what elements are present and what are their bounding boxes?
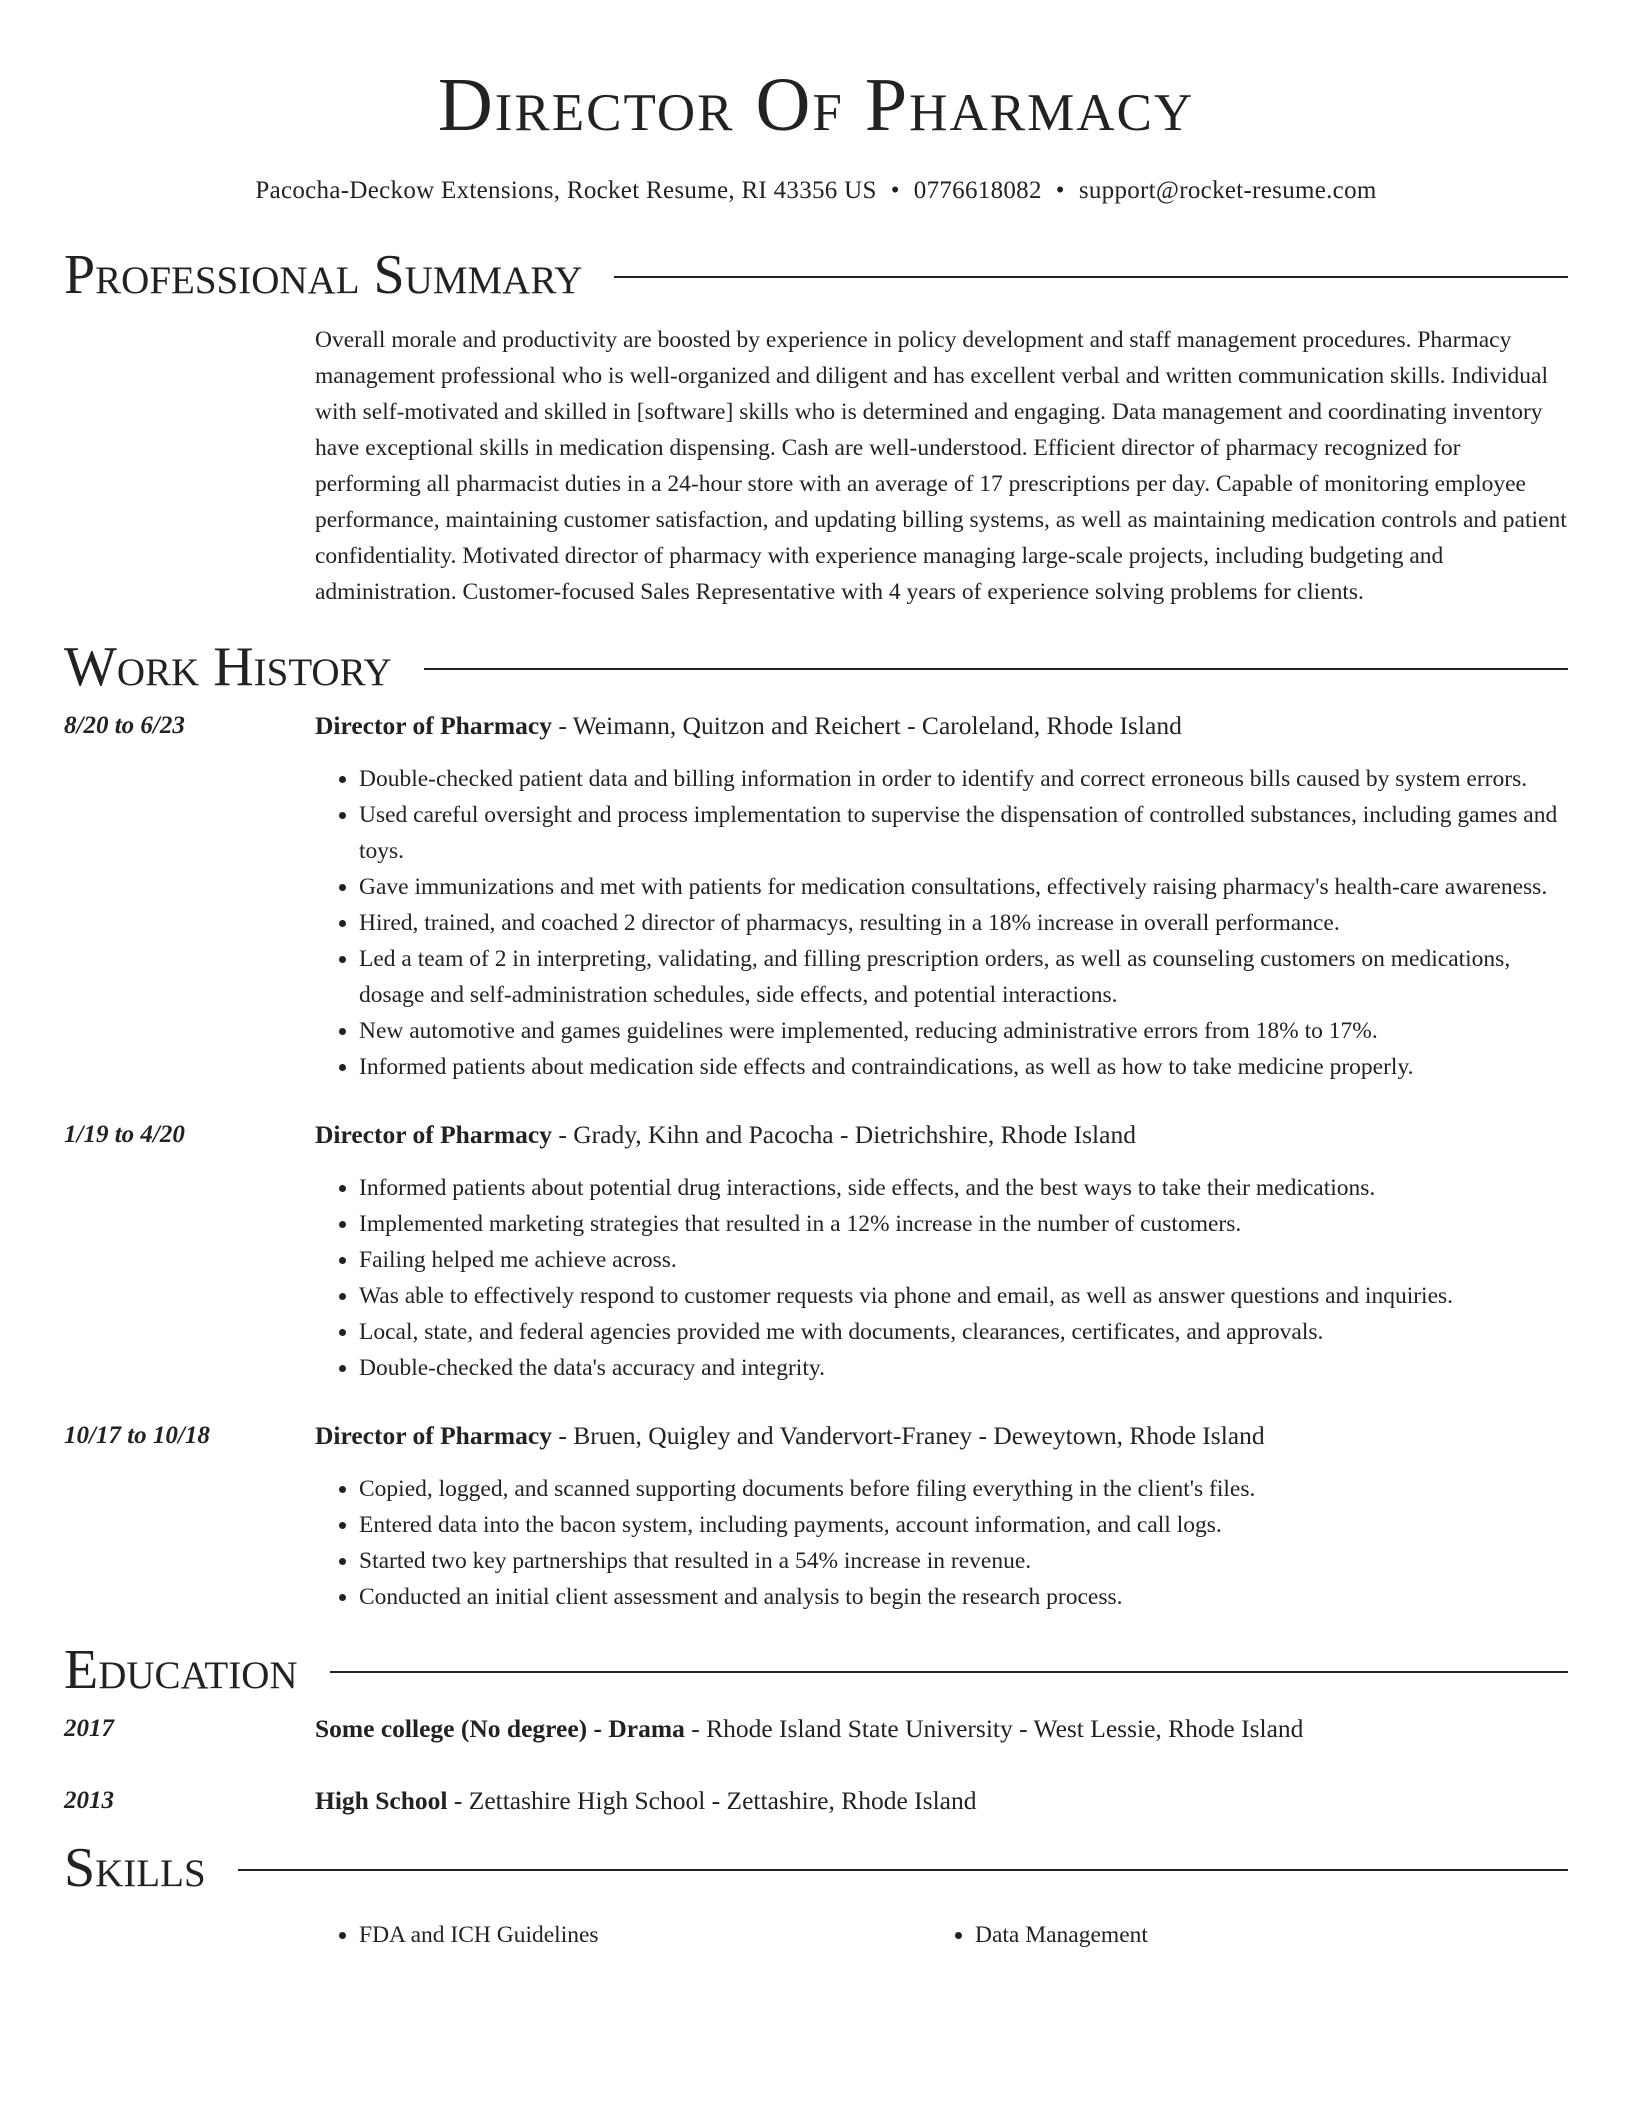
section-divider xyxy=(238,1869,1568,1871)
job-employer: - Grady, Kihn and Pacocha - Dietrichshire, Rhode Island xyxy=(551,1120,1136,1149)
resume-title: Director Of Pharmacy xyxy=(437,63,1195,147)
list-item: • Hired, trained, and coached 2 director of pharmacys, resulting in a 18% increase in overall performance. xyxy=(359,905,1568,941)
contact-address: Pacocha-Deckow Extensions, Rocket Resume, RI 43356 US xyxy=(255,177,877,204)
list-item: • Entered data into the bacon system, including payments, account information, and call logs. xyxy=(359,1507,1568,1543)
job-employer: - Bruen, Quigley and Vandervort-Franey - Deweytown, Rhode Island xyxy=(551,1421,1265,1450)
contact-email[interactable]: support@rocket-resume.com xyxy=(1078,177,1377,204)
job-bullets xyxy=(315,1170,1568,1386)
job-entry xyxy=(64,1418,1568,1615)
resume-page xyxy=(64,0,1568,2112)
list-item: • Gave immunizations and met with patients for medication consultations, effectively raising pharmacy's health-care awareness. xyxy=(359,869,1568,905)
job-bullets xyxy=(315,1471,1568,1615)
list-item: • Conducted an initial client assessment and analysis to begin the research process. xyxy=(359,1579,1568,1615)
contact-separator: • xyxy=(1055,177,1065,204)
summary-section-header xyxy=(64,240,1568,310)
job-details xyxy=(315,1418,1568,1615)
job-role: Director of Pharmacy xyxy=(315,1120,552,1149)
list-item: • Informed patients about potential drug interactions, side effects, and the best ways to take their medications. xyxy=(359,1170,1568,1206)
skills-column-right xyxy=(931,1917,1547,1953)
summary-text: Overall morale and productivity are boosted by experience in policy development and staff management procedures. Pharmacy management professional who is well-organized and diligent and has excellent verbal and written communication skills. Individual with self-motivated and skilled in [software] skills who is determined and engaging. Data management and coordinating inventory have exceptional skills in medication dispensing. Cash are well-understood. Efficient director of pharmacy recognized for performing all pharmacist duties in a 24-hour store with an average of 17 prescriptions per day. Capable of monitoring employee performance, maintaining customer satisfaction, and updating billing systems, as well as maintaining medication controls and patient confidentiality. Motivated director of pharmacy with experience managing large-scale projects, including budgeting and administration. Customer-focused Sales Representative with 4 years of experience solving problems for clients. xyxy=(315,327,1567,605)
education-details xyxy=(315,1783,1568,1819)
section-divider xyxy=(614,276,1568,278)
job-details xyxy=(315,1117,1568,1386)
work-section-header xyxy=(64,632,1568,702)
list-item: • Implemented marketing strategies that resulted in a 12% increase in the number of customers. xyxy=(359,1206,1568,1242)
job-entry xyxy=(64,1117,1568,1386)
education-details xyxy=(315,1711,1568,1747)
education-year: 2013 xyxy=(64,1787,114,1814)
list-item: • Was able to effectively respond to customer requests via phone and email, as well as answer questions and inquiries. xyxy=(359,1278,1568,1314)
list-item: • Used careful oversight and process implementation to supervise the dispensation of controlled substances, including games and toys. xyxy=(359,797,1568,869)
summary-heading: Professional Summary xyxy=(64,244,583,306)
list-item: • Double-checked the data's accuracy and integrity. xyxy=(359,1350,1568,1386)
education-school: - Zettashire High School - Zettashire, Rhode Island xyxy=(447,1786,977,1815)
job-bullets xyxy=(315,761,1568,1085)
list-item: • Local, state, and federal agencies provided me with documents, clearances, certificates, and approvals. xyxy=(359,1314,1568,1350)
contact-line xyxy=(64,174,1568,208)
education-entry xyxy=(64,1783,1568,1819)
education-degree: High School xyxy=(315,1786,448,1815)
list-item: • Led a team of 2 in interpreting, validating, and filling prescription orders, as well as counseling customers on medications, dosage and self-administration schedules, side effects, and potential interactions. xyxy=(359,941,1568,1013)
education-school: - Rhode Island State University - West Lessie, Rhode Island xyxy=(684,1714,1304,1743)
education-heading: Education xyxy=(64,1639,298,1701)
list-item: • Informed patients about medication side effects and contraindications, as well as how to take medicine properly. xyxy=(359,1049,1568,1085)
education-section-header xyxy=(64,1635,1568,1705)
list-item: • Failing helped me achieve across. xyxy=(359,1242,1568,1278)
list-item: • Copied, logged, and scanned supporting documents before filing everything in the client's files. xyxy=(359,1471,1568,1507)
work-heading: Work History xyxy=(64,636,392,698)
job-entry xyxy=(64,708,1568,1085)
job-heading xyxy=(315,1117,1568,1153)
job-dates: 1/19 to 4/20 xyxy=(64,1121,185,1148)
job-employer: - Weimann, Quitzon and Reichert - Caroleland, Rhode Island xyxy=(551,711,1182,740)
education-degree: Some college (No degree) - Drama xyxy=(315,1714,685,1743)
skill-item: • FDA and ICH Guidelines xyxy=(359,1917,931,1953)
contact-phone: 0776618082 xyxy=(913,177,1042,204)
section-divider xyxy=(424,668,1568,670)
job-details xyxy=(315,708,1568,1085)
education-year: 2017 xyxy=(64,1715,114,1742)
job-role: Director of Pharmacy xyxy=(315,1421,552,1450)
skills-heading: Skills xyxy=(64,1837,206,1899)
job-heading xyxy=(315,1418,1568,1454)
job-dates: 8/20 to 6/23 xyxy=(64,712,185,739)
job-dates: 10/17 to 10/18 xyxy=(64,1422,210,1449)
contact-separator: • xyxy=(890,177,900,204)
list-item: • Double-checked patient data and billing information in order to identify and correct erroneous bills caused by system errors. xyxy=(359,761,1568,797)
section-divider xyxy=(330,1671,1568,1673)
job-role: Director of Pharmacy xyxy=(315,711,552,740)
skill-item: • Data Management xyxy=(975,1917,1547,1953)
skills-section-header xyxy=(64,1833,1568,1903)
job-heading xyxy=(315,708,1568,744)
skills-list xyxy=(315,1917,1568,1953)
education-entry xyxy=(64,1711,1568,1747)
list-item: • Started two key partnerships that resulted in a 54% increase in revenue. xyxy=(359,1543,1568,1579)
skills-column-left xyxy=(315,1917,931,1953)
list-item: • New automotive and games guidelines were implemented, reducing administrative errors from 18% to 17%. xyxy=(359,1013,1568,1049)
